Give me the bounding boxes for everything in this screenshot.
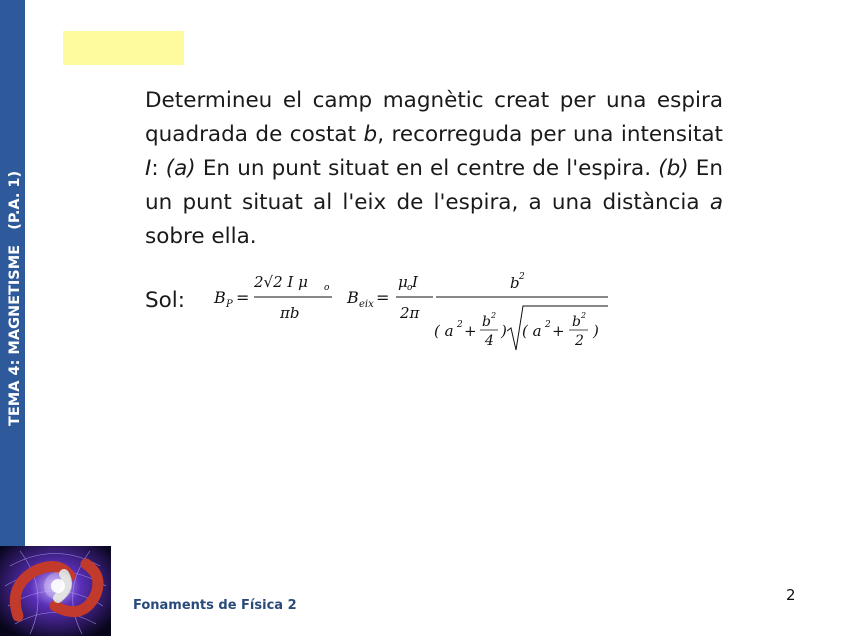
beix-den1-frac-sup: 2 [491,311,497,320]
highlight-box [63,31,184,65]
solution-formula [210,266,620,376]
beix-lhs-sub: eix [359,299,374,310]
beix-den2-frac-num: b [572,314,581,330]
beix-den1-sup: 2 [457,320,463,330]
problem-var-i: I [145,156,152,181]
problem-text-5: En un punt situat al l'eix de l'espira, a una distància [145,156,723,215]
beix-den2-frac-sup: 2 [581,311,587,320]
beix-den1-frac-den: 4 [485,333,494,349]
beix-numerator: b [510,274,520,292]
beix-coef-num: μ [398,273,408,291]
bp-lhs-sub: P [226,299,233,310]
sidebar-band [0,0,25,546]
beix-den1-open: ( a [434,322,454,340]
beix-coef-den: 2π [400,304,420,322]
beix-numerator-sup: 2 [519,272,525,282]
problem-var-a: a [709,190,723,215]
problem-text-1: Determineu el camp magnètic creat per una espira quadrada de costat [145,88,723,147]
magnet-logo [0,546,111,636]
problem-text-2: , recorreguda per una intensitat [377,122,723,147]
beix-coef-num-tail: I [412,273,418,291]
bp-lhs: B [214,288,226,307]
beix-den2-sup: 2 [545,320,551,330]
beix-den1-frac-num: b [482,314,491,330]
footer-course-name: Fonaments de Física 2 [133,598,297,613]
bp-equals: = [236,288,250,307]
bp-numerator: 2√2 I μ [254,273,308,291]
beix-den2-plus: + [552,322,565,340]
problem-text-6: sobre ella. [145,224,257,249]
beix-den2-close: ) [593,322,599,340]
problem-var-b: b [363,122,378,147]
solution-label: Sol: [145,288,186,313]
problem-part-a: (a) [165,156,196,181]
problem-text-3: : [151,156,166,181]
beix-equals: = [376,288,390,307]
beix-den2-open: ( a [522,322,542,340]
bp-denominator: πb [280,304,300,322]
problem-text-4: En un punt situat en el centre de l'espira. [195,156,659,181]
beix-den1-plus: + [464,322,477,340]
problem-part-b: (b) [658,156,689,181]
beix-den1-close: ) [501,322,507,340]
beix-lhs: B [347,288,359,307]
sidebar-title: TEMA 4: MAGNETISME (P.A. 1) [7,170,23,426]
beix-coef-num-sub: o [407,283,413,293]
beix-den2-frac-den: 2 [575,333,584,349]
bp-numerator-sub: o [324,283,330,293]
page-number: 2 [786,586,796,604]
problem-statement [145,84,723,254]
